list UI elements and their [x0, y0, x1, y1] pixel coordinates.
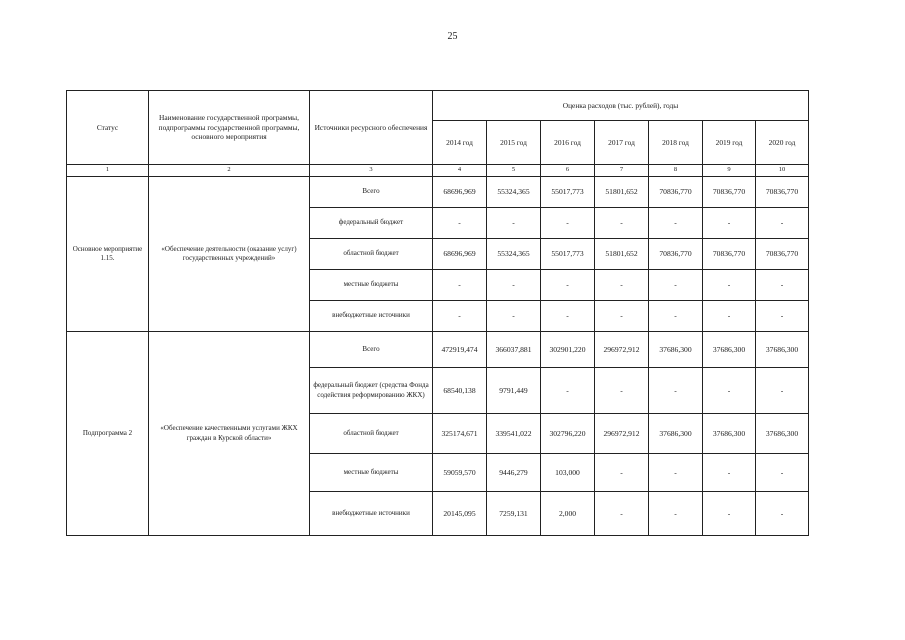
value-cell: 7259,131	[487, 492, 541, 536]
header-expenses: Оценка расходов (тыс. рублей), годы	[433, 91, 809, 121]
value-cell: -	[649, 301, 703, 332]
column-number: 6	[541, 165, 595, 177]
column-number: 5	[487, 165, 541, 177]
value-cell: -	[756, 270, 809, 301]
value-cell: 296972,912	[595, 332, 649, 368]
value-cell: -	[541, 270, 595, 301]
value-cell: 55017,773	[541, 177, 595, 208]
value-cell: -	[487, 301, 541, 332]
group-name: «Обеспечение деятельности (оказание услуг) государственных учреждений»	[149, 177, 310, 332]
value-cell: -	[756, 368, 809, 414]
value-cell: -	[649, 454, 703, 492]
value-cell: 55324,365	[487, 177, 541, 208]
value-cell: -	[649, 492, 703, 536]
value-cell: 302796,220	[541, 414, 595, 454]
value-cell: 302901,220	[541, 332, 595, 368]
page-number: 25	[447, 31, 458, 42]
group-status: Основное мероприятие 1.15.	[67, 177, 149, 332]
value-cell: -	[595, 492, 649, 536]
column-number: 4	[433, 165, 487, 177]
value-cell: 37686,300	[649, 414, 703, 454]
header-year: 2017 год	[595, 121, 649, 165]
value-cell: 59059,570	[433, 454, 487, 492]
value-cell: 37686,300	[756, 332, 809, 368]
column-number: 1	[67, 165, 149, 177]
funding-source: областной бюджет	[310, 239, 433, 270]
budget-table	[66, 90, 809, 536]
value-cell: 339541,022	[487, 414, 541, 454]
column-number: 9	[703, 165, 756, 177]
value-cell: 68696,969	[433, 239, 487, 270]
value-cell: -	[756, 454, 809, 492]
value-cell: 37686,300	[649, 332, 703, 368]
value-cell: -	[703, 454, 756, 492]
value-cell: -	[703, 492, 756, 536]
value-cell: 296972,912	[595, 414, 649, 454]
header-year: 2020 год	[756, 121, 809, 165]
funding-source: местные бюджеты	[310, 454, 433, 492]
value-cell: -	[595, 368, 649, 414]
value-cell: -	[595, 454, 649, 492]
funding-source: федеральный бюджет (средства Фонда содействия реформированию ЖКХ)	[310, 368, 433, 414]
value-cell: 70836,770	[649, 239, 703, 270]
value-cell: 68696,969	[433, 177, 487, 208]
value-cell: 37686,300	[756, 414, 809, 454]
column-number: 7	[595, 165, 649, 177]
value-cell: -	[756, 301, 809, 332]
value-cell: 51801,652	[595, 177, 649, 208]
value-cell: -	[756, 208, 809, 239]
column-number: 2	[149, 165, 310, 177]
value-cell: 366037,881	[487, 332, 541, 368]
funding-source: Всего	[310, 332, 433, 368]
value-cell: 37686,300	[703, 332, 756, 368]
value-cell: -	[649, 208, 703, 239]
value-cell: 70836,770	[756, 177, 809, 208]
value-cell: -	[595, 270, 649, 301]
value-cell: 9791,449	[487, 368, 541, 414]
value-cell: 20145,095	[433, 492, 487, 536]
header-sources: Источники ресурсного обеспечения	[310, 91, 433, 165]
header-status: Статус	[67, 91, 149, 165]
value-cell: 37686,300	[703, 414, 756, 454]
value-cell: -	[433, 301, 487, 332]
column-number: 3	[310, 165, 433, 177]
funding-source: областной бюджет	[310, 414, 433, 454]
value-cell: -	[595, 301, 649, 332]
value-cell: -	[541, 208, 595, 239]
column-number: 10	[756, 165, 809, 177]
value-cell: -	[703, 301, 756, 332]
value-cell: -	[433, 208, 487, 239]
funding-source: внебюджетные источники	[310, 492, 433, 536]
header-year: 2014 год	[433, 121, 487, 165]
header-year: 2016 год	[541, 121, 595, 165]
value-cell: -	[487, 270, 541, 301]
value-cell: 55324,365	[487, 239, 541, 270]
funding-source: местные бюджеты	[310, 270, 433, 301]
value-cell: 9446,279	[487, 454, 541, 492]
group-status: Подпрограмма 2	[67, 332, 149, 536]
value-cell: 70836,770	[649, 177, 703, 208]
value-cell: 2,000	[541, 492, 595, 536]
value-cell: 70836,770	[756, 239, 809, 270]
funding-source: внебюджетные источники	[310, 301, 433, 332]
value-cell: -	[541, 301, 595, 332]
header-year: 2019 год	[703, 121, 756, 165]
value-cell: -	[433, 270, 487, 301]
value-cell: 472919,474	[433, 332, 487, 368]
value-cell: 103,000	[541, 454, 595, 492]
value-cell: 70836,770	[703, 239, 756, 270]
value-cell: 68540,138	[433, 368, 487, 414]
value-cell: -	[649, 368, 703, 414]
header-year: 2015 год	[487, 121, 541, 165]
value-cell: -	[756, 492, 809, 536]
value-cell: -	[703, 270, 756, 301]
value-cell: 70836,770	[703, 177, 756, 208]
value-cell: -	[703, 368, 756, 414]
value-cell: -	[595, 208, 649, 239]
funding-source: Всего	[310, 177, 433, 208]
value-cell: 51801,652	[595, 239, 649, 270]
column-number: 8	[649, 165, 703, 177]
value-cell: -	[703, 208, 756, 239]
header-name: Наименование государственной программы, подпрограммы государственной программы, основного мероприятия	[149, 91, 310, 165]
value-cell: 325174,671	[433, 414, 487, 454]
value-cell: -	[487, 208, 541, 239]
value-cell: -	[541, 368, 595, 414]
header-year: 2018 год	[649, 121, 703, 165]
group-name: «Обеспечение качественными услугами ЖКХ граждан в Курской области»	[149, 332, 310, 536]
value-cell: -	[649, 270, 703, 301]
value-cell: 55017,773	[541, 239, 595, 270]
funding-source: федеральный бюджет	[310, 208, 433, 239]
